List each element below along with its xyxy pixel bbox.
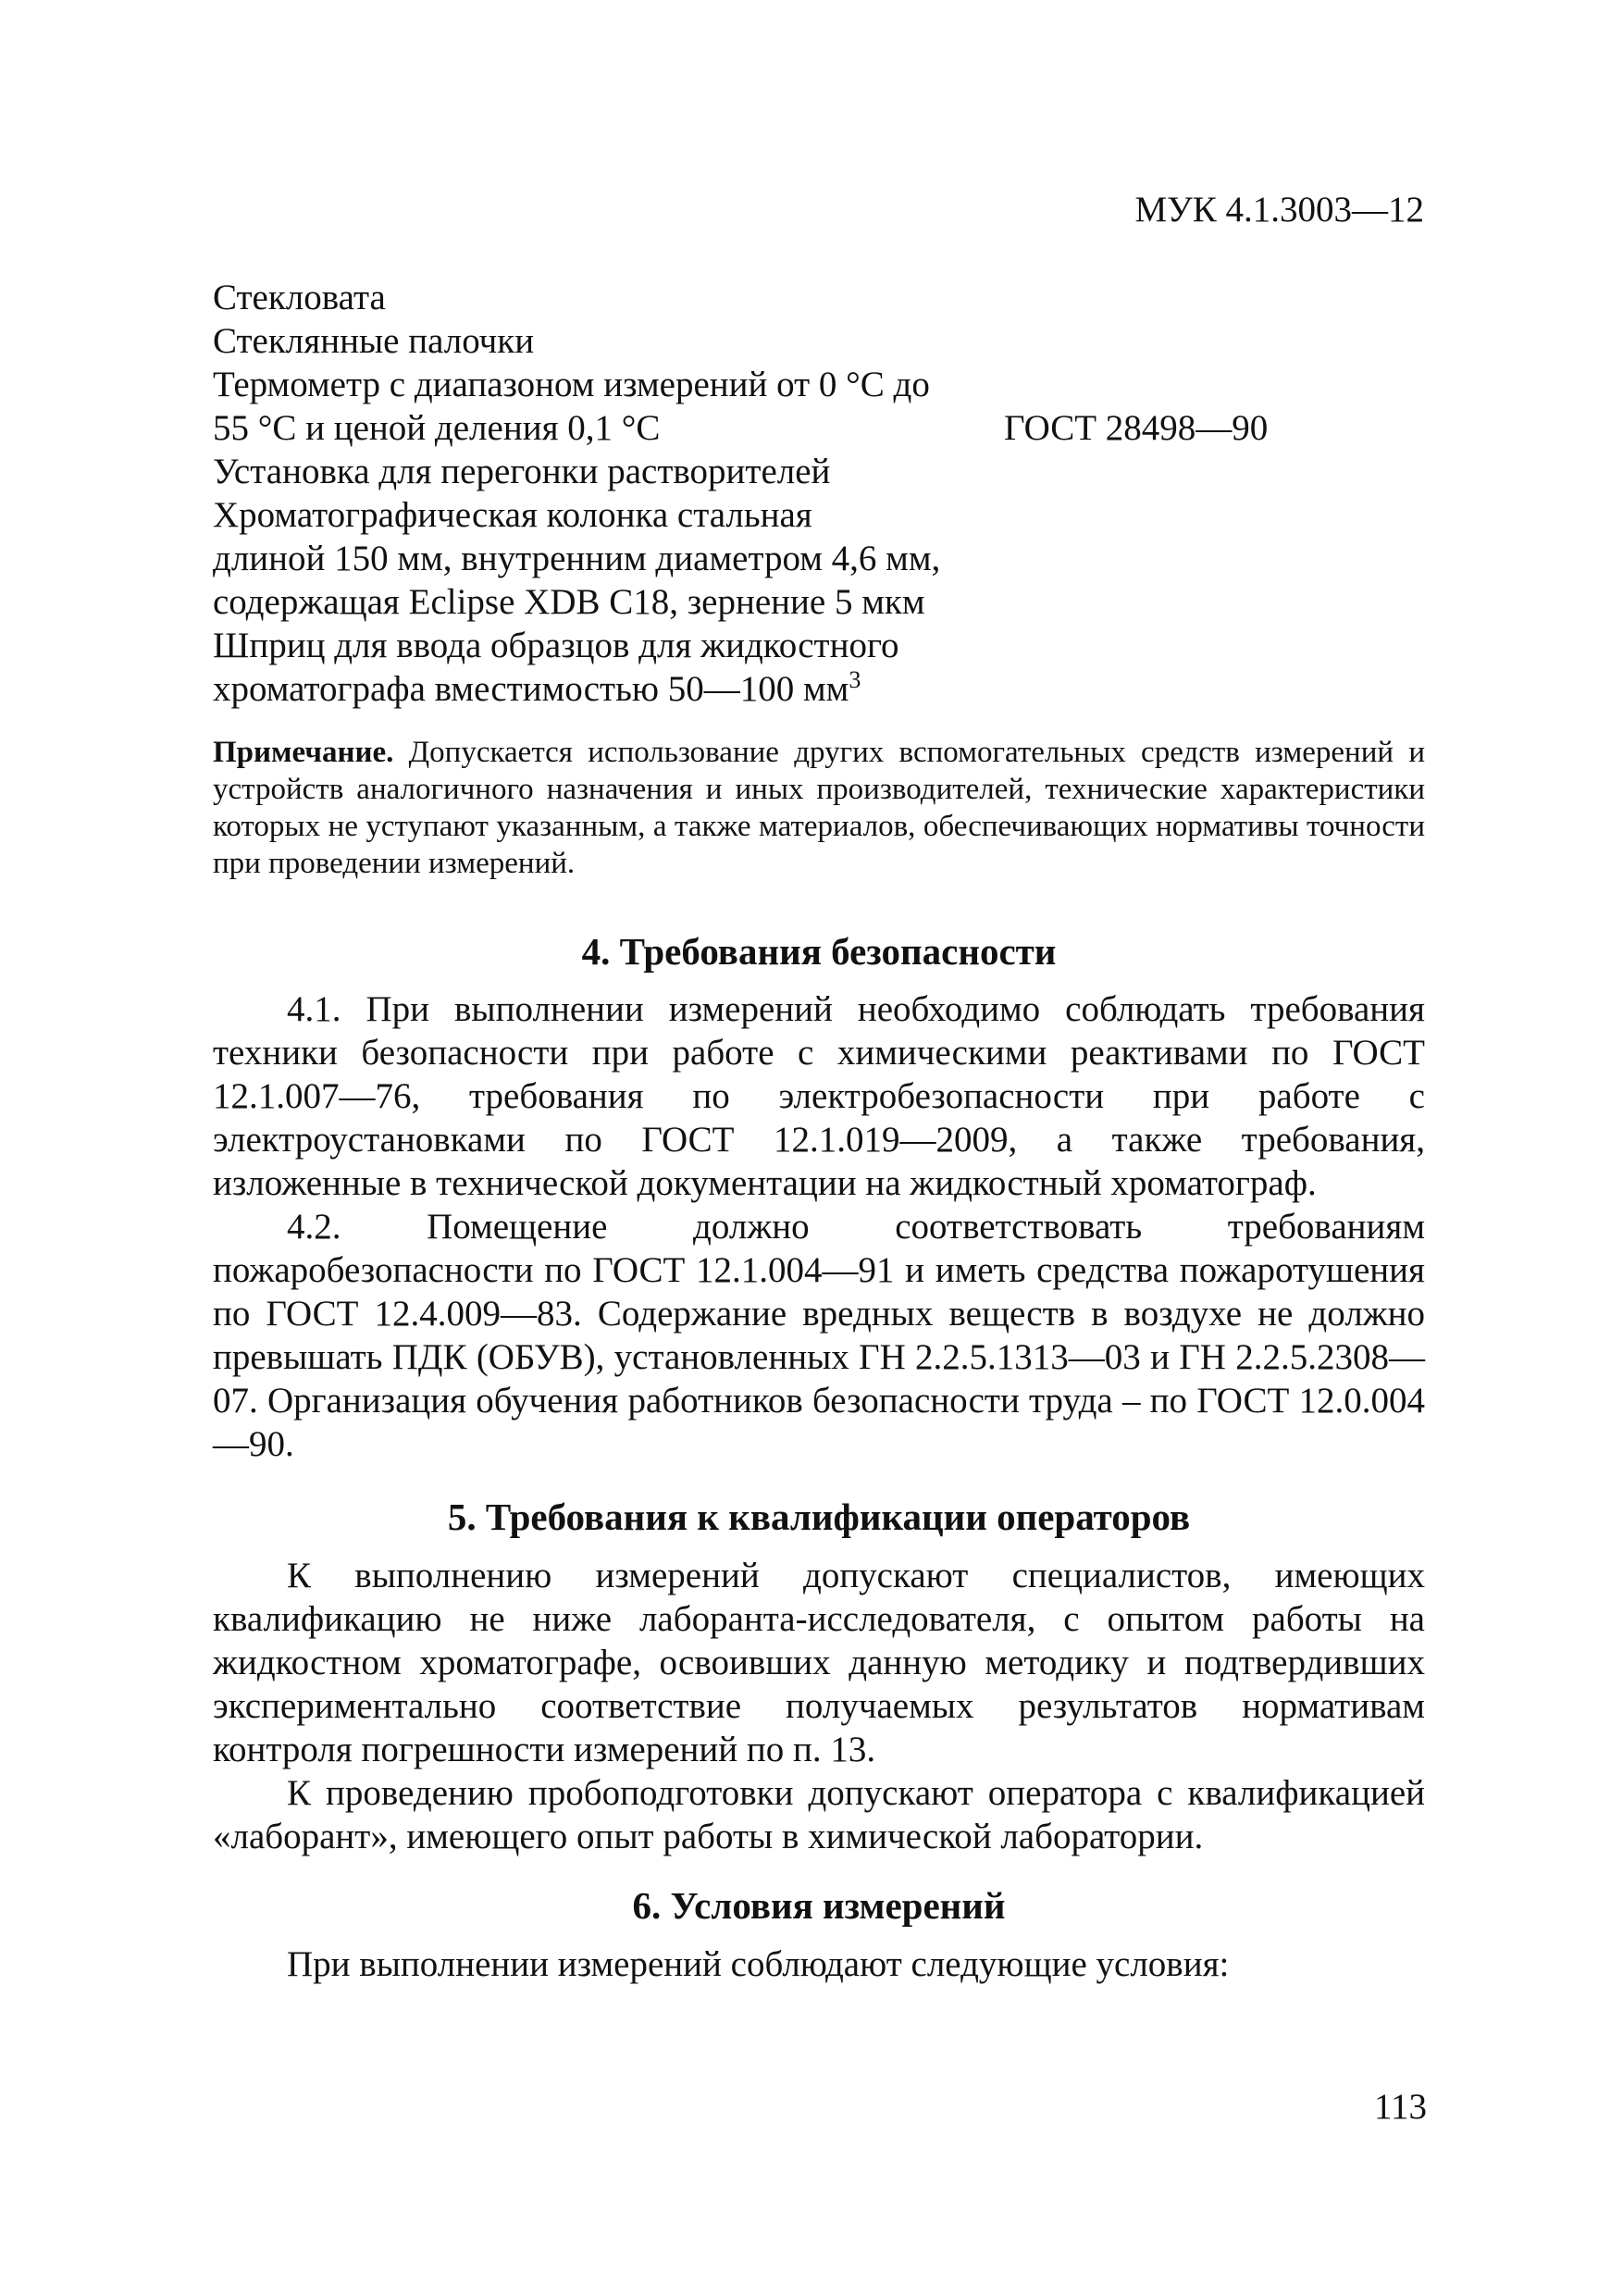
equipment-standard: ГОСТ 28498—90 bbox=[1004, 408, 1269, 448]
equipment-item bbox=[213, 667, 1425, 711]
note-text: Допускается использование других вспомогательных средств измерений и устройств аналогичного назначения и иных производителей, технические характеристики которых не уступают указанным, а также материалов, обеспечивающих нормативы точности при проведении измерений. bbox=[213, 736, 1425, 880]
note-label: Примечание. bbox=[213, 736, 394, 769]
equipment-name: содержащая Eclipse XDB C18, зернение 5 мкм bbox=[213, 582, 925, 622]
page-number: 113 bbox=[1373, 2087, 1427, 2127]
note-paragraph bbox=[213, 734, 1425, 882]
equipment-item bbox=[213, 363, 1425, 406]
section-5-title: 5. Требования к квалификации операторов bbox=[447, 1496, 1191, 1538]
equipment-item bbox=[213, 276, 1425, 319]
equipment-name: Шприц для ввода образцов для жидкостного bbox=[213, 626, 899, 665]
equipment-name: Стекловата bbox=[213, 278, 386, 317]
section-4-title: 4. Требования безопасности bbox=[581, 930, 1057, 973]
section-4-paragraph-1: 4.1. При выполнении измерений необходимо соблюдать требования техники безопасности при работе с химическими реактивами по ГОСТ 12.1.007—76, требования по электробезопасности при работе с электроустановками по ГОСТ 12.1.019—2009, а также требования, изложенные в технической документации на жидкостный хроматограф. bbox=[213, 989, 1425, 1203]
equipment-item bbox=[213, 450, 1425, 493]
equipment-name: длиной 150 мм, внутренним диаметром 4,6 мм, bbox=[213, 539, 941, 578]
equipment-name: 55 °С и ценой деления 0,1 °С bbox=[213, 408, 661, 448]
equipment-item bbox=[213, 624, 1425, 667]
equipment-item bbox=[213, 580, 1425, 624]
equipment-list bbox=[213, 276, 1425, 711]
equipment-name-text: хроматографа вместимостью 50—100 мм bbox=[213, 669, 849, 709]
section-6-title: 6. Условия измерений bbox=[632, 1884, 1006, 1927]
document-code: МУК 4.1.3003—12 bbox=[1134, 190, 1424, 230]
section-5-paragraph-1: К выполнению измерений допускают специалистов, имеющих квалификацию не ниже лаборанта-исследователя, с опытом работы на жидкостном хроматографе, освоивших данную методику и подтвердивших экспериментально соответствие получаемых результатов нормативам контроля погрешности измерений по п. 13. bbox=[213, 1556, 1425, 1769]
equipment-item bbox=[213, 406, 1425, 450]
equipment-name bbox=[213, 667, 1004, 711]
equipment-name: Стеклянные палочки bbox=[213, 321, 535, 361]
equipment-name: Хроматографическая колонка стальная bbox=[213, 495, 812, 535]
equipment-item bbox=[213, 537, 1425, 580]
section-6-paragraph-1: При выполнении измерений соблюдают следующие условия: bbox=[287, 1944, 1230, 1984]
equipment-item bbox=[213, 493, 1425, 537]
section-5-paragraph-2: К проведению пробоподготовки допускают оператора с квалификацией «лаборант», имеющего опыт работы в химической лаборатории. bbox=[213, 1773, 1425, 1856]
equipment-name: Термометр с диапазоном измерений от 0 °С до bbox=[213, 365, 930, 404]
equipment-name: Установка для перегонки растворителей bbox=[213, 452, 831, 491]
equipment-item bbox=[213, 319, 1425, 363]
section-4-paragraph-2: 4.2. Помещение должно соответствовать требованиям пожаробезопасности по ГОСТ 12.1.004—91 и иметь средства пожаротушения по ГОСТ 12.4.009—83. Содержание вредных веществ в воздухе не должно превышать ПДК (ОБУВ), установленных ГН 2.2.5.1313—03 и ГН 2.2.5.2308—07. Организация обучения работников безопасности труда – по ГОСТ 12.0.004—90. bbox=[213, 1207, 1425, 1464]
cubic-superscript: 3 bbox=[849, 666, 861, 693]
